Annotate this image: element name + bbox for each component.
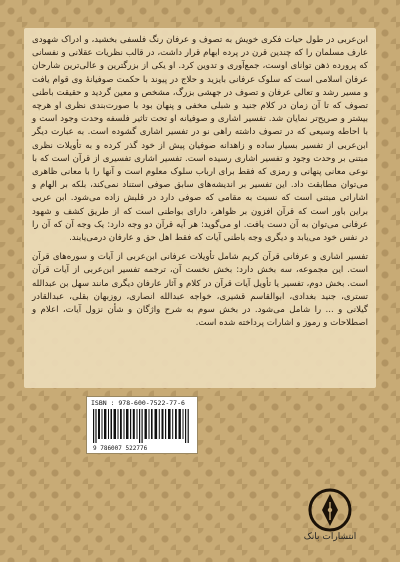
isbn-text: ISBN : 978-600-7522-77-6	[91, 399, 185, 407]
publisher-name: انتشارات بانک	[303, 532, 357, 542]
pen-nib-icon	[300, 488, 360, 532]
barcode-label	[86, 396, 198, 454]
description-paragraph-1: ابن‌عربی در طول حیات فکری خویش به تصوف و عرفان رنگ فلسفی بخشید، و ادراک شهودی عارف مسلمان را که چندین قرن در پرده ابهام قرار داشت، در قالب نظریات عقلانی و نفسانی که پرورده ذهن توانای اوست، جمع‌آوری و تدوین کرد. او یکی از بزرگترین و عالی‌ترین شارحان عرفان اسلامی است که سلوک عرفانی بایزید و حلاج در پیوند با حکمت صوفیانهٔ وی قوام یافت و مسیر رشد و تعالی عرفان و تصوف در جهشی بزرگ، مشخص و معین گردید و حقیقت باطنی تصوف که تا آن زمان در کلام جنید و شبلی مخفی و پنهان بود با صورت‌بندی نظری او هرچه بیشتر و صریح‌تر نمایان شد. تفسیر اشاری و صوفیانه او تحت تاثیر فلسفه وحدت وجود است و با احاطه وسیعی که در تصوف داشته راهی نو در تفسیر اشاری گشوده است. به عبارت دیگر ابن‌عربی از تفسیر بسیار ساده و زاهدانه صوفیان پیش از خود گذر کرده و به تأویلات نظری مبتنی بر وحدت وجود و تفسیر اشاری رسیده است. تفسیر اشاری تفسیری از قرآن است که با نوعی معانی پنهانی و رمزی که فقط برای ارباب سلوک معلوم است و آنها را با معانی ظاهری می‌توان مطابقت داد. این تفسیر بر اندیشه‌های سابق صوفی استناد نمی‌کند، بلکه بر الهام و اشاراتی مبتنی است که نسبت به مقامی که صوفی دارد در قلبش زاده می‌شود. ابن عربی براین باور است که قرآن افزون بر ظواهر، دارای بواطنی است که از طریق کشف و شهود عرفانی می‌توان به آن دست یافت. او می‌گوید: هر آیه قرآن دو وجه دارد: یک وجه آن که آن را در نفس خود می‌یابد و دیگری وجه باطنی آیات که فقط اهل حق و عارفان درمی‌یابند.	[32, 35, 368, 244]
barcode-number: 9 786007 522776	[93, 445, 148, 452]
back-cover-text-panel	[24, 28, 376, 388]
publisher-logo	[300, 488, 360, 552]
description-paragraph-2: تفسیر اشاری و عرفانی قرآن کریم شامل تأویلات عرفانی ابن‌عربی از آیات و سوره‌های قرآن است. این مجموعه، سه بخش دارد: بخش نخست آن، ترجمه تفسیر ابن‌عربی از آیات قرآن است. بخش دوم، تفسیر یا تأویل آیات قرآن در کلام و آثار عارفان دیگری مانند سهل بن عبدالله تستری، جنید بغدادی، ابوالقاسم قشیری، خواجه عبدالله انصاری، روزبهان بقلی، عبدالقادر گیلانی و ... را شامل می‌شود. در بخش سوم به شرح واژگان و شأن نزول آیات، اعلام و اصطلاحات و رموز و اشارات پرداخته شده است.	[32, 252, 368, 329]
barcode-icon	[93, 409, 191, 443]
